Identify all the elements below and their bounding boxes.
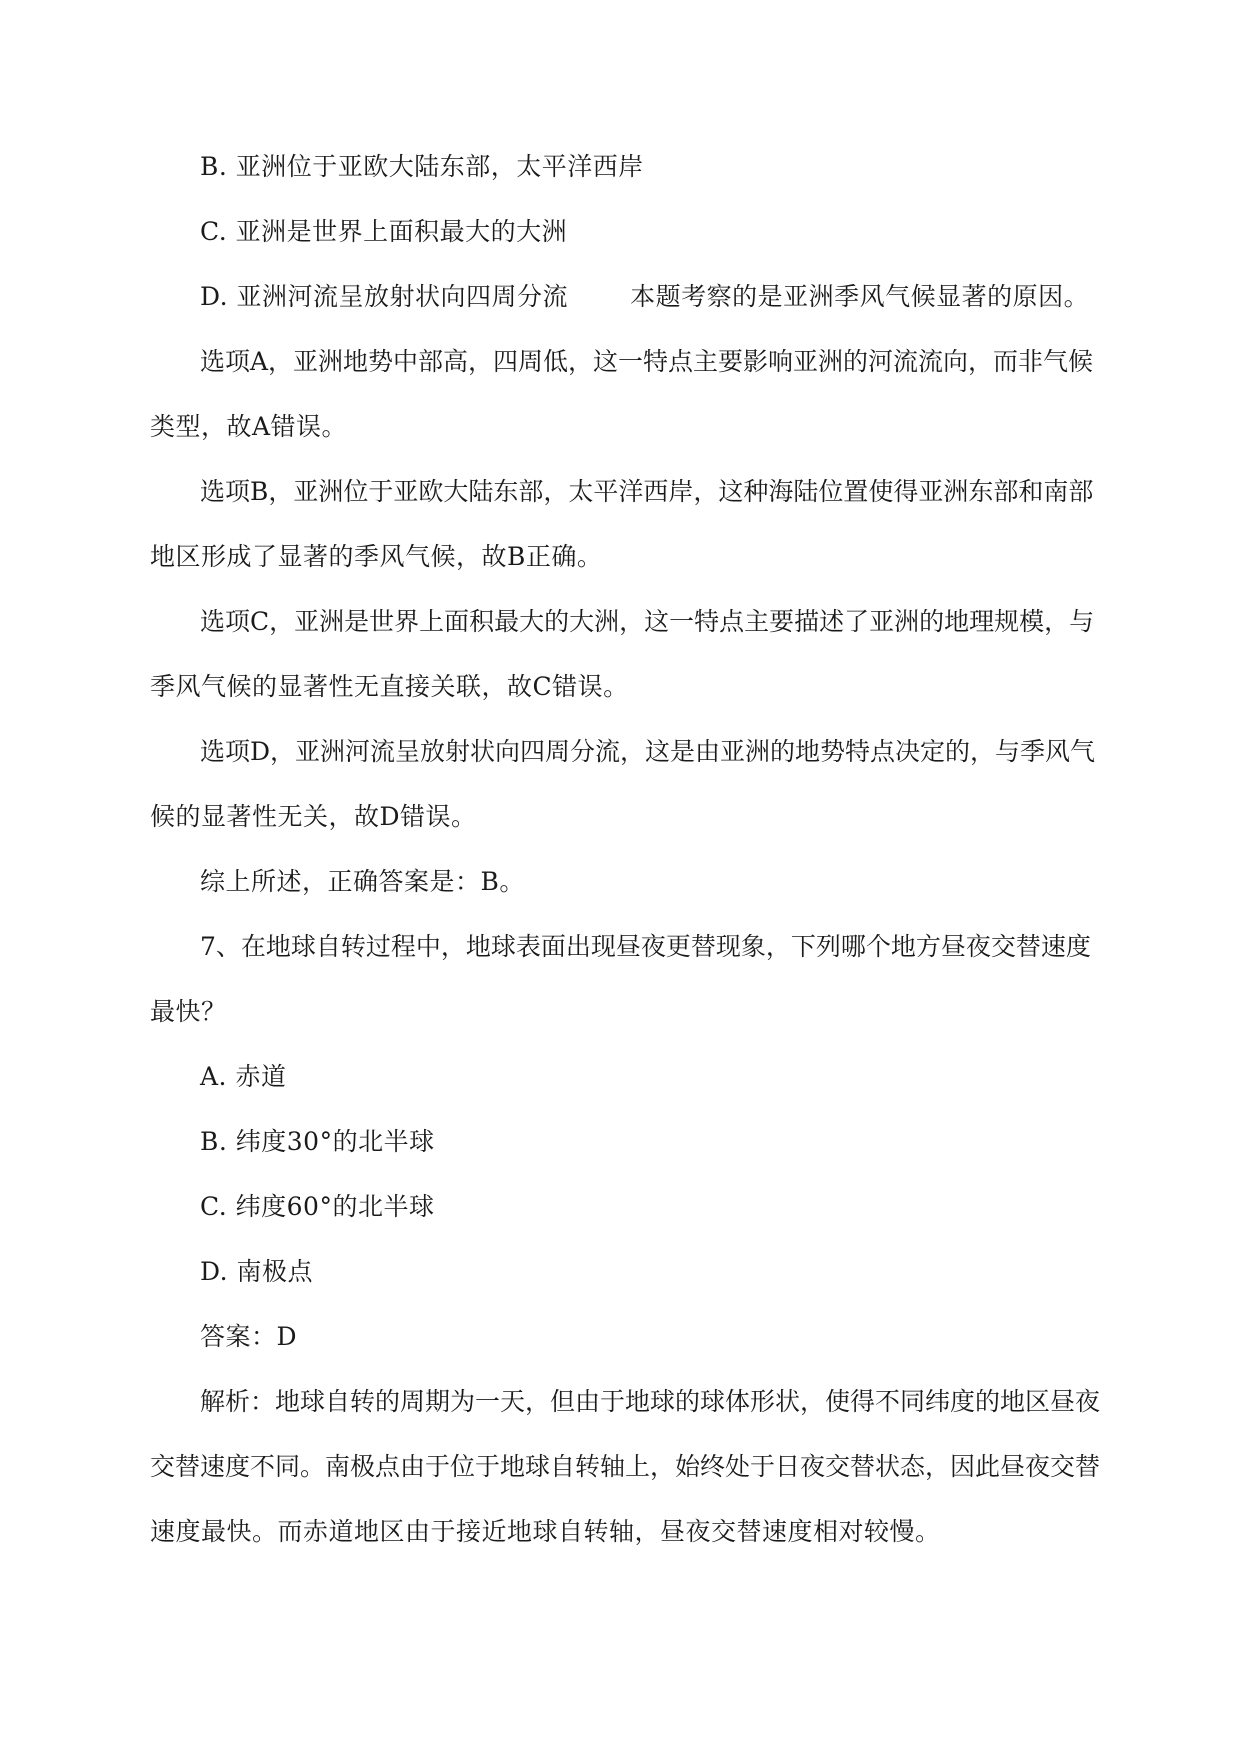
q6-analysis-c-line1: 选项C，亚洲是世界上面积最大的大洲，这一特点主要描述了亚洲的地理规模，与 (200, 607, 1095, 636)
q6-option-d: D. 亚洲河流呈放射状向四周分流 (200, 282, 569, 311)
q6-analysis-d-line1: 选项D，亚洲河流呈放射状向四周分流，这是由亚洲的地势特点决定的，与季风气 (200, 737, 1096, 766)
q7-option-b: B. 纬度30°的北半球 (200, 1127, 435, 1156)
q6-option-c: C. 亚洲是世界上面积最大的大洲 (200, 217, 568, 246)
q6-summary: 综上所述，正确答案是：B。 (200, 867, 525, 896)
q6-analysis-d-line2: 候的显著性无关，故D错误。 (150, 802, 477, 831)
q6-analysis-intro: 本题考察的是亚洲季风气候显著的原因。 (630, 282, 1090, 311)
q7-option-a: A. 赤道 (200, 1062, 287, 1091)
q7-stem-line1: 7、在地球自转过程中，地球表面出现昼夜更替现象，下列哪个地方昼夜交替速度 (200, 932, 1091, 961)
q6-analysis-a-line1: 选项A，亚洲地势中部高，四周低，这一特点主要影响亚洲的河流流向，而非气候 (200, 347, 1094, 376)
q7-analysis-line3: 速度最快。而赤道地区由于接近地球自转轴，昼夜交替速度相对较慢。 (150, 1517, 941, 1546)
q7-option-d: D. 南极点 (200, 1257, 314, 1286)
q7-stem-line2: 最快？ (150, 997, 227, 1026)
q6-analysis-c-line2: 季风气候的显著性无直接关联，故C错误。 (150, 672, 629, 701)
q7-analysis-line1: 解析：地球自转的周期为一天，但由于地球的球体形状，使得不同纬度的地区昼夜 (200, 1387, 1101, 1416)
q7-option-c: C. 纬度60°的北半球 (200, 1192, 435, 1221)
q6-analysis-b-line1: 选项B，亚洲位于亚欧大陆东部，太平洋西岸，这种海陆位置使得亚洲东部和南部 (200, 477, 1094, 506)
q7-analysis-line2: 交替速度不同。南极点由于位于地球自转轴上，始终处于日夜交替状态，因此昼夜交替 (150, 1452, 1101, 1481)
q6-analysis-b-line2: 地区形成了显著的季风气候，故B正确。 (150, 542, 603, 571)
q6-option-d-row (200, 280, 1089, 314)
q6-option-b: B. 亚洲位于亚欧大陆东部，太平洋西岸 (200, 152, 644, 181)
q7-answer: 答案：D (200, 1322, 298, 1351)
q6-analysis-a-line2: 类型，故A错误。 (150, 412, 348, 441)
